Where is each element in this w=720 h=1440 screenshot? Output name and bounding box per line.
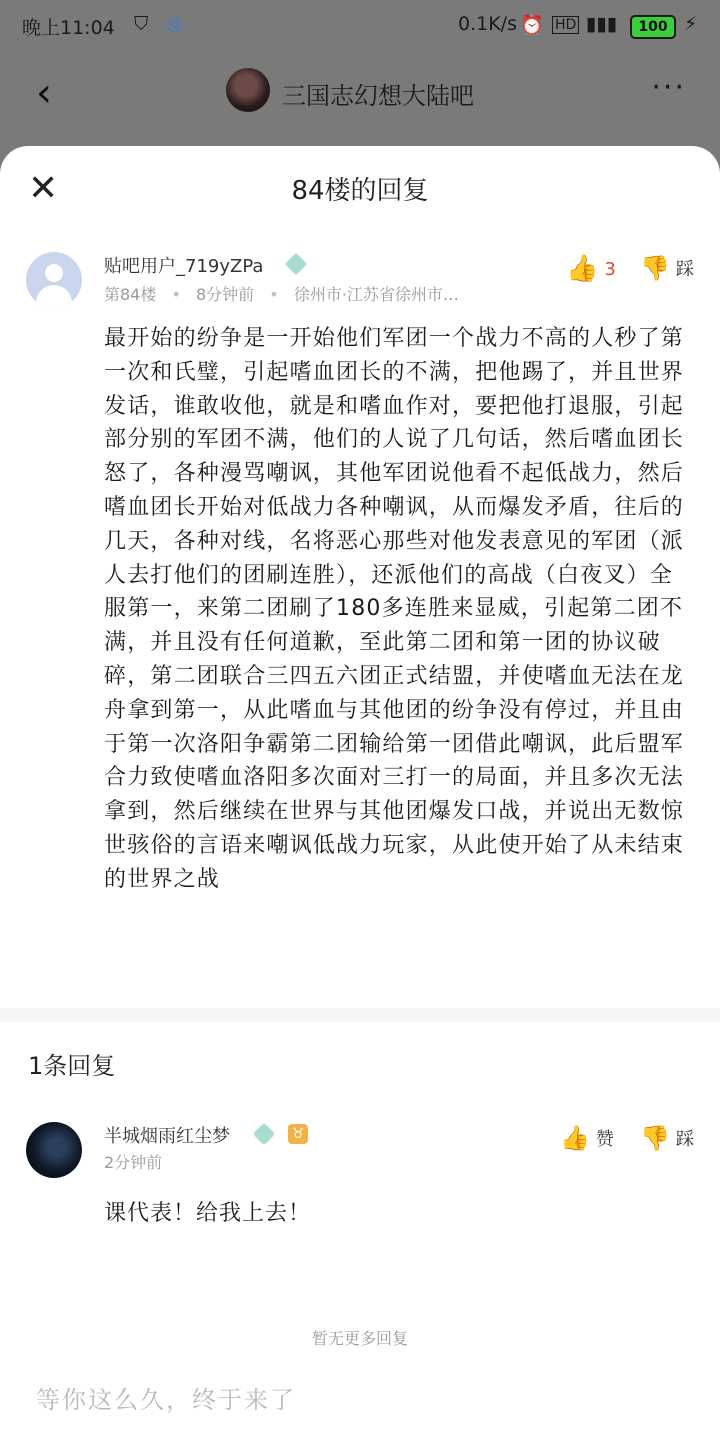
forum-name[interactable]: 三国志幻想大陆吧 xyxy=(282,82,474,110)
battery-icon: 100 xyxy=(630,15,676,39)
reply-count: 1条回复 xyxy=(28,1052,116,1080)
status-time: 晚上11:04 xyxy=(22,17,115,39)
more-icon[interactable]: ··· xyxy=(651,70,686,105)
like-button[interactable] xyxy=(566,254,616,284)
reply-username[interactable]: 半城烟雨红尘梦 xyxy=(104,1126,230,1147)
reply-time: 2分钟前 xyxy=(104,1153,163,1172)
like-button[interactable] xyxy=(560,1124,614,1152)
post-username[interactable]: 贴吧用户_719yZPa xyxy=(104,256,264,277)
charging-icon: ⚡ xyxy=(684,13,698,35)
like-count: 3 xyxy=(604,258,616,280)
forum-header xyxy=(0,50,720,140)
thumbs-up-icon: 👍 xyxy=(560,1124,590,1152)
back-icon[interactable]: ‹ xyxy=(36,70,52,116)
level-badge-icon xyxy=(285,253,308,276)
avatar[interactable] xyxy=(26,252,82,308)
thumbs-down-icon: 👍 xyxy=(640,1124,670,1152)
post-location: 徐州市·江苏省徐州市… xyxy=(293,285,459,304)
alarm-icon: ⏰ xyxy=(520,14,544,36)
like-label: 赞 xyxy=(595,1129,614,1150)
thumbs-down-icon: 👍 xyxy=(640,254,670,282)
reply-sheet xyxy=(0,146,720,1440)
zodiac-badge-icon: ♉ xyxy=(288,1124,308,1144)
signal-icon: ▮▮▮ xyxy=(586,13,618,35)
dislike-label: 踩 xyxy=(675,1129,694,1150)
post-meta: 第84楼 • 8分钟前 • 徐州市·江苏省徐州市… xyxy=(104,285,459,304)
floor-number: 第84楼 xyxy=(104,285,157,304)
network-speed: 0.1K/s xyxy=(458,13,517,35)
dislike-button[interactable] xyxy=(640,1124,694,1152)
post-time: 8分钟前 xyxy=(196,285,255,304)
dislike-button[interactable] xyxy=(640,254,694,282)
no-more-replies: 暂无更多回复 xyxy=(311,1329,408,1348)
post-content: 最开始的纷争是一开始他们军团一个战力不高的人秒了第一次和氏璧，引起嗜血团长的不满，把他踢了，并且世界发话，谁敢收他，就是和嗜血作对，要把他打退服，引起部分别的军团不满，他们的人说了几句话，然后嗜血团长怒了，各种漫骂嘲讽，其他军团说他看不起低战力，然后嗜血团长开始对低战力各种嘲讽，从而爆发矛盾，往后的几天，各种对线，名将恶心那些对他发表意见的军团（派人去打他们的团刷连胜），还派他们的高战（白夜叉）全服第一，来第二团刷了180多连胜来显威，引起第二团不满，并且没有任何道歉，至此第二团和第一团的协议破碎，第二团联合三四五六团正式结盟，并使嗜血无法在龙舟拿到第一，从此嗜血与其他团的纷争没有停过，并且由于第一次洛阳争霸第二团输给第一团借此嘲讽，此后盟军合力致使嗜血洛阳多次面对三打一的局面，并且多次无法拿到，然后继续在世界与其他团爆发口战，并说出无数惊世骇俗的言语来嘲讽低战力玩家，从此使开始了从未结束的世界之战 xyxy=(104,326,685,892)
reply-content: 课代表！给我上去！ xyxy=(104,1201,312,1226)
reply-input[interactable]: 等你这么久，终于来了 xyxy=(36,1386,296,1414)
shield-icon: ⛉ xyxy=(134,13,149,35)
status-bar xyxy=(0,0,720,50)
forum-avatar[interactable] xyxy=(226,68,270,112)
sheet-title: 84楼的回复 xyxy=(291,176,429,206)
avatar[interactable] xyxy=(26,1122,82,1178)
level-badge-icon xyxy=(253,1123,276,1146)
dislike-label: 踩 xyxy=(675,259,694,280)
hd-icon: HD xyxy=(552,16,579,34)
section-divider xyxy=(0,1008,720,1022)
app-notification-icon: ◎ xyxy=(166,13,183,35)
thumbs-up-icon: 👍 xyxy=(566,254,599,284)
close-icon[interactable]: ✕ xyxy=(28,168,59,209)
